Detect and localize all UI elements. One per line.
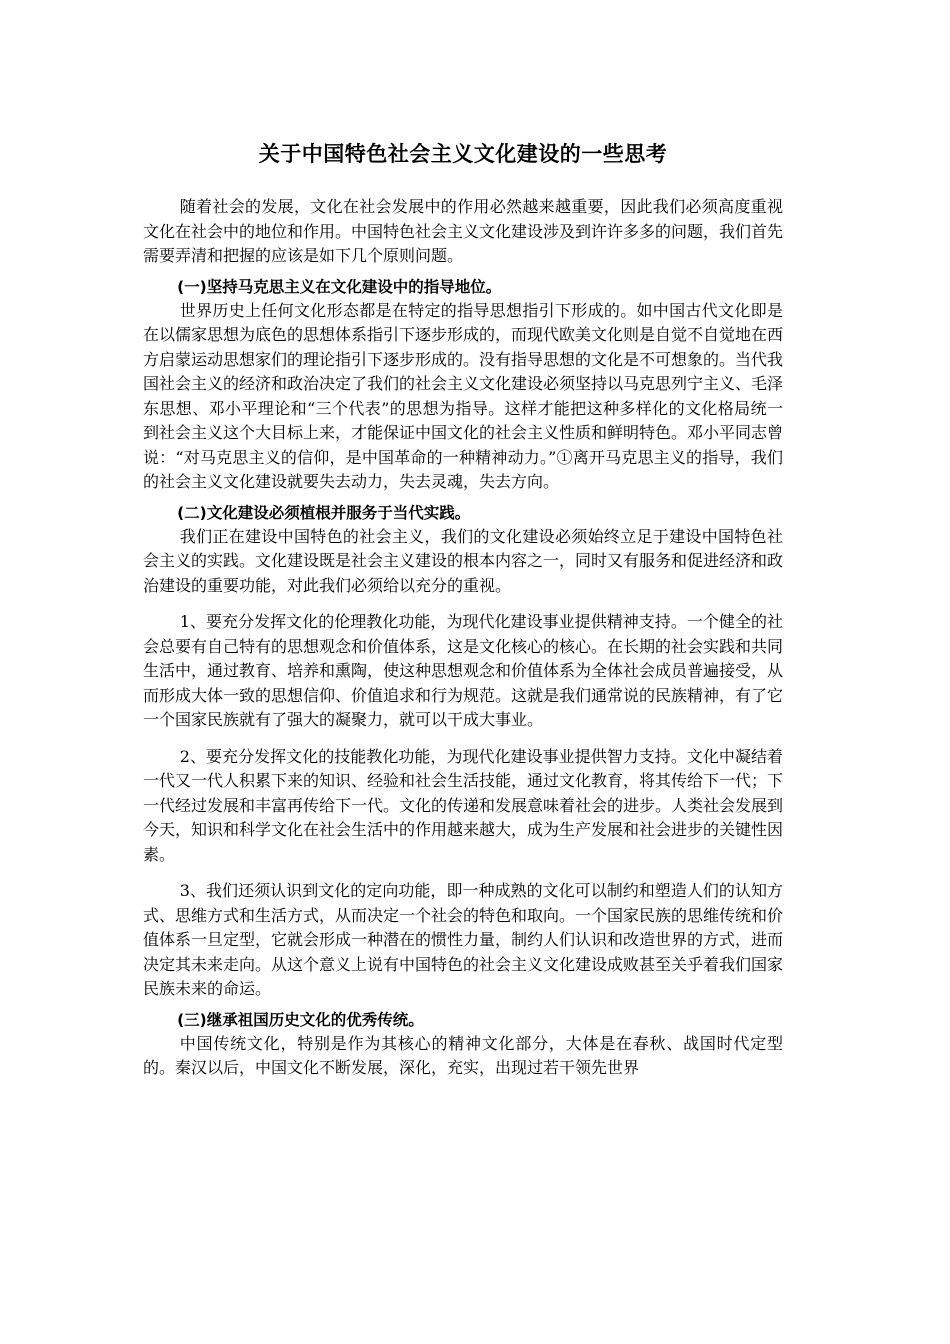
section-3-paragraph: 中国传统文化，特别是作为其核心的精神文化部分，大体是在春秋、战国时代定型的。秦汉以后，中国文化不断发展，深化，充实，出现过若干领先世界 [143, 1033, 783, 1078]
document-title: 关于中国特色社会主义文化建设的一些思考 [258, 142, 668, 166]
section-2-point-3: 3、我们还须认识到文化的定向功能，即一种成熟的文化可以制约和塑造人们的认知方式、思维方式和生活方式，从而决定一个社会的特色和取向。一个国家民族的思维传统和价值体系一旦定型，它就会形成一种潜在的惯性力量，制约人们认识和改造世界的方式，进而决定其未来走向。从这个意义上说有中国特色的社会主义文化建设成败甚至关乎着我们国家民族未来的命运。 [143, 881, 784, 999]
section-1-paragraph: 世界历史上任何文化形态都是在特定的指导思想指引下形成的。如中国古代文化即是在以儒家思想为底色的思想体系指引下逐步形成的，而现代欧美文化则是自觉不自觉地在西方启蒙运动思想家们的理论指引下逐步形成的。没有指导思想的文化是不可想象的。当代我国社会主义的经济和政治决定了我们的社会主义文化建设必须坚持以马克思列宁主义、毛泽东思想、邓小平理论和“三个代表”的思想为指导。这样才能把这种多样化的文化格局统一到社会主义这个大目标上来，才能保证中国文化的社会主义性质和鲜明特色。邓小平同志曾说：“对马克思主义的信仰，是中国革命的一种精神动力。”①离开马克思主义的指导，我们的社会主义文化建设就要失去动力，失去灵魂，失去方向。 [143, 300, 784, 492]
section-2-paragraph: 我们正在建设中国特色的社会主义，我们的文化建设必须始终立足于建设中国特色社会主义的实践。文化建设既是社会主义建设的根本内容之一，同时又有服务和促进经济和政治建设的重要功能，对此我们必须给以充分的重视。 [143, 526, 784, 595]
section-2-heading: (二)文化建设必须植根并服务于当代实践。 [177, 503, 471, 522]
section-3-heading: (三)继承祖国历史文化的优秀传统。 [177, 1010, 424, 1029]
section-2-point-2: 2、要充分发挥文化的技能教化功能，为现代化建设事业提供智力支持。文化中凝结着一代又一代人积累下来的知识、经验和社会生活技能，通过文化教育，将其传给下一代；下一代经过发展和丰富再传给下一代。文化的传递和发展意味着社会的进步。人类社会发展到今天，知识和科学文化在社会生活中的作用越来越大，成为生产发展和社会进步的关键性因素。 [143, 746, 784, 864]
section-2-point-1: 1、要充分发挥文化的伦理教化功能，为现代化建设事业提供精神支持。一个健全的社会总要有自己特有的思想观念和价值体系，这是文化核心的核心。在长期的社会实践和共同生活中，通过教育、培养和熏陶，使这种思想观念和价值体系为全体社会成员普遍接受，从而形成大体一致的思想信仰、价值追求和行为规范。这就是我们通常说的民族精神，有了它一个国家民族就有了强大的凝聚力，就可以干成大事业。 [143, 612, 784, 730]
document-page [143, 140, 783, 1081]
intro-paragraph: 随着社会的发展，文化在社会发展中的作用必然越来越重要，因此我们必须高度重视文化在社会中的地位和作用。中国特色社会主义文化建设涉及到许许多多的问题，我们首先需要弄清和把握的应该是如下几个原则问题。 [143, 197, 784, 266]
section-1-heading: (一)坚持马克思主义在文化建设中的指导地位。 [177, 277, 502, 296]
